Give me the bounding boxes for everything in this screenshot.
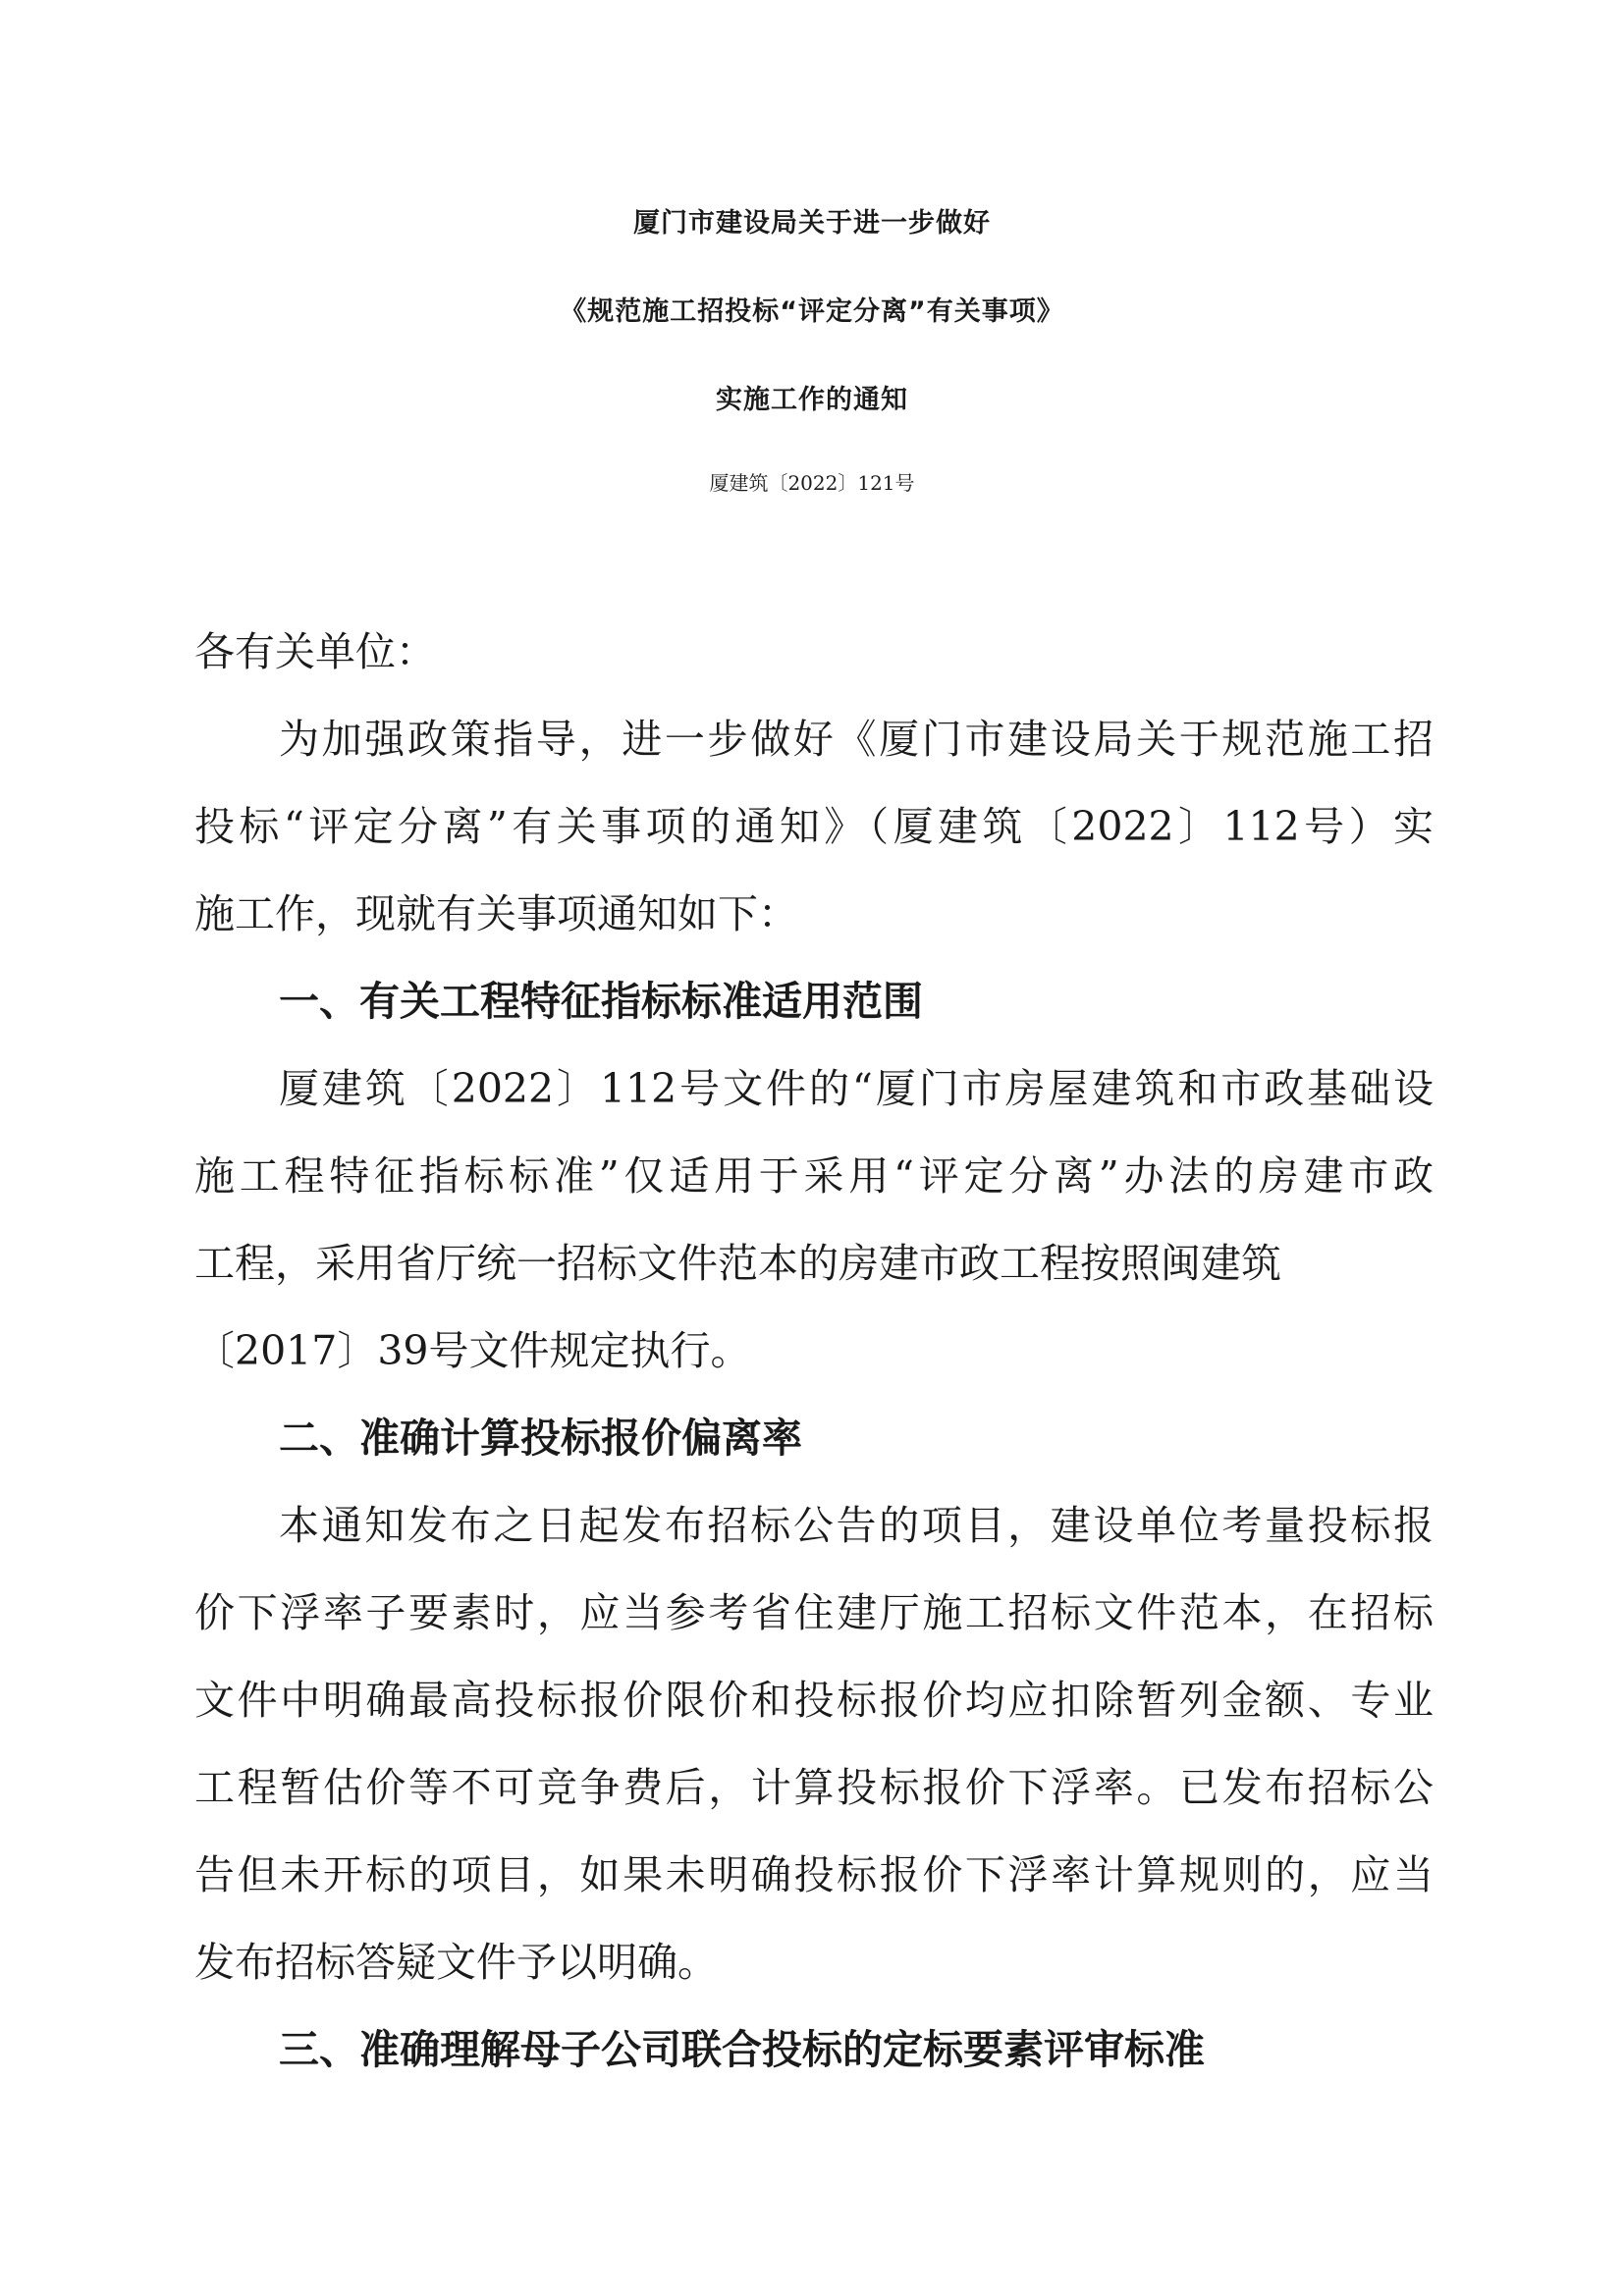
title-line-2: 《规范施工招投标“评定分离”有关事项》 [560, 296, 1064, 327]
intro-line: 为加强政策指导，进一步做好《厦门市建设局关于规范施工招 [279, 716, 1434, 763]
section-2-line: 本通知发布之日起发布招标公告的项目，建设单位考量投标报 [279, 1502, 1434, 1549]
section-2-line: 文件中明确最高投标报价限价和投标报价均应扣除暂列金额、专业 [194, 1677, 1434, 1724]
salutation: 各有关单位： [194, 628, 436, 675]
section-heading-3: 三、准确理解母子公司联合投标的定标要素评审标准 [279, 2026, 1205, 2073]
title-line-1: 厦门市建设局关于进一步做好 [633, 208, 991, 239]
section-2-line: 发布招标答疑文件予以明确。 [194, 1939, 718, 1986]
section-1-line: 〔2017〕39号文件规定执行。 [194, 1327, 751, 1374]
section-1-line: 施工程特征指标标准”仅适用于采用“评定分离”办法的房建市政 [194, 1152, 1434, 1200]
section-heading-1: 一、有关工程特征指标标准适用范围 [279, 978, 923, 1025]
section-1-line: 工程，采用省厅统一招标文件范本的房建市政工程按照闽建筑 [194, 1240, 1281, 1287]
section-1-line: 厦建筑〔2022〕112号文件的“厦门市房屋建筑和市政基础设 [279, 1065, 1434, 1112]
intro-line: 施工作，现就有关事项通知如下： [194, 890, 798, 937]
intro-line: 投标“评定分离”有关事项的通知》（厦建筑〔2022〕112号）实 [194, 803, 1434, 850]
document-number: 厦建筑〔2022〕121号 [709, 471, 915, 495]
title-line-3: 实施工作的通知 [716, 385, 908, 415]
section-2-line: 价下浮率子要素时，应当参考省住建厅施工招标文件范本，在招标 [194, 1589, 1434, 1636]
section-heading-2: 二、准确计算投标报价偏离率 [279, 1415, 802, 1462]
section-2-line: 工程暂估价等不可竞争费后，计算投标报价下浮率。已发布招标公 [194, 1764, 1434, 1811]
section-2-line: 告但未开标的项目，如果未明确投标报价下浮率计算规则的，应当 [194, 1851, 1434, 1898]
